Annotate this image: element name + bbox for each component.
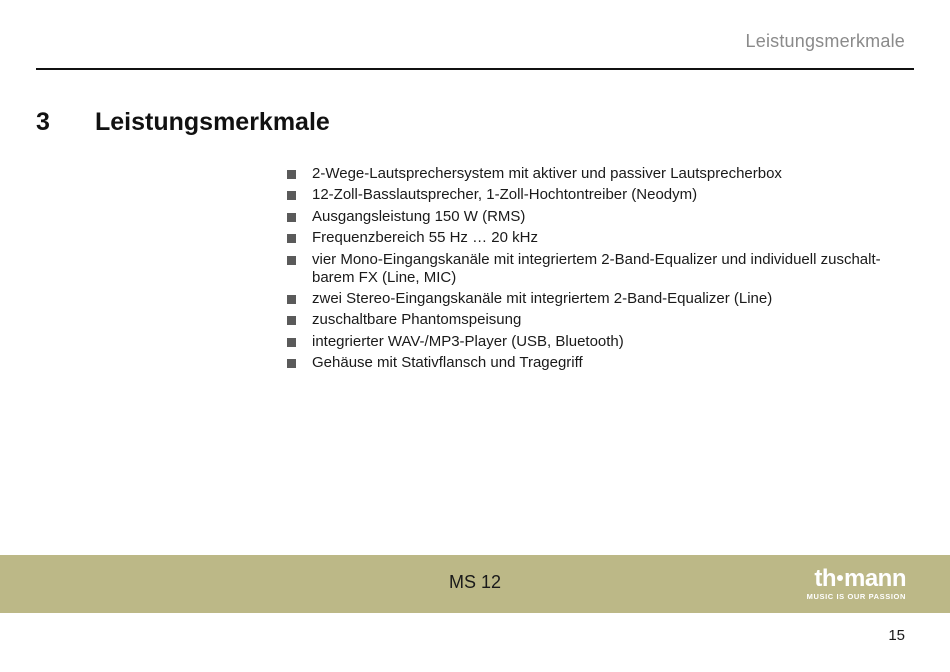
feature-item [286,208,896,226]
feature-item [286,186,896,204]
chapter-title: Leistungsmerkmale [95,108,330,136]
feature-item [286,229,896,247]
feature-list [286,165,896,376]
feature-text: Gehäuse mit Stativflansch und Tragegriff [312,354,583,372]
running-header: Leistungsmerkmale [745,31,905,51]
square-bullet-icon [287,295,296,304]
feature-text: integrierter WAV-/MP3-Player (USB, Bluetooth) [312,332,624,350]
brand-name-right: mann [843,565,906,592]
model-name: MS 12 [448,572,502,592]
feature-text: Ausgangsleistung 150 W (RMS) [312,207,526,225]
square-bullet-icon [287,256,296,265]
square-bullet-icon [287,191,296,200]
feature-text: vier Mono-Eingangskanäle mit integriertem 2-Band-Equalizer und individuell zuschaltbarem FX (Line, MIC) [312,250,881,286]
feature-item [286,251,896,287]
brand-wordmark [790,567,906,591]
brand-dot-icon [837,575,843,581]
feature-text: zwei Stereo-Eingangskanäle mit integriertem 2-Band-Equalizer (Line) [312,289,773,307]
feature-text: 2-Wege-Lautsprechersystem mit aktiver und passiver Lautsprecherbox [312,165,782,182]
square-bullet-icon [287,359,296,368]
feature-text: Frequenzbereich 55 Hz … 20 kHz [312,229,538,247]
feature-item [286,290,896,308]
chapter-number: 3 [36,108,50,136]
feature-text: 12-Zoll-Basslautsprecher, 1-Zoll-Hochtontreiber (Neodym) [312,186,698,204]
header-rule [36,68,914,70]
feature-text: zuschaltbare Phantomspeisung [312,311,522,329]
feature-item [286,333,896,351]
square-bullet-icon [287,234,296,243]
brand-tagline: MUSIC IS OUR PASSION [806,592,906,601]
square-bullet-icon [287,170,296,179]
feature-item [286,165,896,183]
thomann-logo [790,567,906,601]
square-bullet-icon [287,316,296,325]
brand-name-left: th [814,565,836,592]
square-bullet-icon [287,338,296,347]
square-bullet-icon [287,213,296,222]
feature-item [286,311,896,329]
page-number: 15 [888,627,905,644]
feature-item [286,354,896,372]
